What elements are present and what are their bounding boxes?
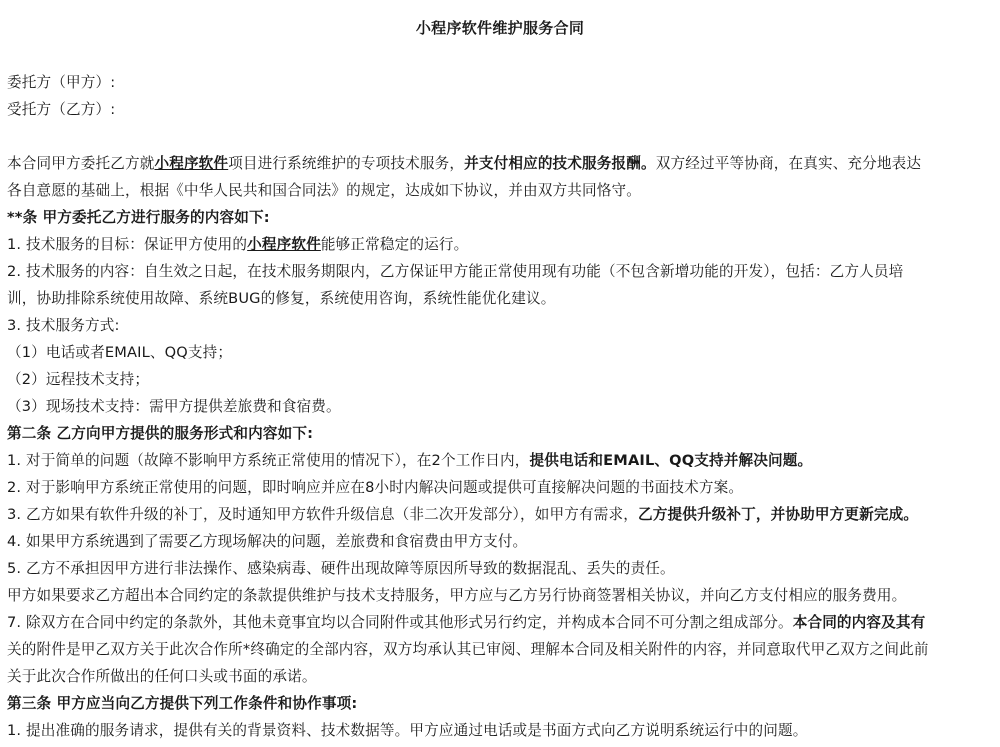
article-2-item-4: 4. 如果甲方系统遇到了需要乙方现场解决的问题，差旅费和食宿费由甲方支付。 bbox=[7, 533, 528, 550]
item-text: 1. 对于简单的问题（故障不影响甲方系统正常使用的情况下），在2个工作日内， bbox=[7, 452, 530, 469]
article-2-item-2: 2. 对于影响甲方系统正常使用的问题，即时响应并应在8小时内解决问题或提供可直接解决问题的书面技术方案。 bbox=[7, 479, 744, 496]
article-1-item-3: 3. 技术服务方式: bbox=[7, 317, 120, 334]
item-emphasis: 提供电话和EMAIL、QQ支持并解决问题。 bbox=[529, 452, 813, 469]
article-1-item-2-line-2: 训，协助排除系统使用故障、系统BUG的修复，系统使用咨询，系统性能优化建议。 bbox=[7, 290, 556, 307]
article-1-subitem-1: （1）电话或者EMAIL、QQ支持； bbox=[7, 344, 233, 361]
item-emphasis: 乙方提供升级补丁，并协助甲方更新完成。 bbox=[637, 506, 919, 523]
item-text: 能够正常稳定的运行。 bbox=[320, 236, 469, 253]
article-2-item-3 bbox=[7, 501, 918, 528]
article-1-subitem-2: （2）远程技术支持； bbox=[7, 371, 150, 388]
article-2-item-7-line-1 bbox=[7, 609, 925, 636]
software-name: 小程序软件 bbox=[154, 155, 229, 172]
intro-line-2: 各自意愿的基础上，根据《中华人民共和国合同法》的规定，达成如下协议，并由双方共同恪守。 bbox=[7, 182, 641, 199]
article-2-item-7-line-2: 关的附件是甲乙双方关于此次合作所*终确定的全部内容，双方均承认其已审阅、理解本合同及相关附件的内容，并同意取代甲乙双方之间此前 bbox=[7, 641, 929, 658]
item-text: 7. 除双方在合同中约定的条款外，其他未竟事宜均以合同附件或其他形式另行约定，并构成本合同不可分割之组成部分。 bbox=[7, 614, 793, 631]
article-1-item-1 bbox=[7, 231, 468, 258]
article-2-heading: 第二条 乙方向甲方提供的服务形式和内容如下: bbox=[7, 425, 314, 442]
article-3-item-1: 1. 提出准确的服务请求，提供有关的背景资料、技术数据等。甲方应通过电话或是书面方式向乙方说明系统运行中的问题。 bbox=[7, 722, 808, 739]
party-a-label: 委托方（甲方）: bbox=[7, 74, 116, 91]
intro-line-1 bbox=[7, 150, 921, 177]
document-title: 小程序软件维护服务合同 bbox=[415, 19, 585, 37]
party-b-label: 受托方（乙方）: bbox=[7, 101, 116, 118]
item-emphasis: 本合同的内容及其有 bbox=[792, 614, 926, 631]
article-3-heading: 第三条 甲方应当向乙方提供下列工作条件和协作事项: bbox=[7, 695, 358, 712]
article-1-subitem-3: （3）现场技术支持：需甲方提供差旅费和食宿费。 bbox=[7, 398, 341, 415]
article-2-item-1 bbox=[7, 447, 812, 474]
article-1-item-2-line-1: 2. 技术服务的内容：自生效之日起，在技术服务期限内，乙方保证甲方能正常使用现有功能（不包含新增功能的开发），包括：乙方人员培 bbox=[7, 263, 904, 280]
article-2-paragraph-6: 甲方如果要求乙方超出本合同约定的条款提供维护与技术支持服务，甲方应与乙方另行协商签署相关协议，并向乙方支付相应的服务费用。 bbox=[7, 587, 907, 604]
item-text: 3. 乙方如果有软件升级的补丁，及时通知甲方软件升级信息（非二次开发部分），如甲方有需求， bbox=[7, 506, 638, 523]
article-2-item-7-line-3: 关于此次合作所做出的任何口头或书面的承诺。 bbox=[7, 668, 317, 685]
intro-text: 项目进行系统维护的专项技术服务， bbox=[228, 155, 465, 172]
intro-text: 本合同甲方委托乙方就 bbox=[7, 155, 155, 172]
software-name: 小程序软件 bbox=[247, 236, 321, 253]
intro-text: 双方经过平等协商，在真实、充分地表达 bbox=[655, 155, 922, 172]
item-text: 1. 技术服务的目标：保证甲方使用的 bbox=[7, 236, 248, 253]
article-1-heading: **条 甲方委托乙方进行服务的内容如下: bbox=[7, 209, 270, 226]
article-2-item-5: 5. 乙方不承担因甲方进行非法操作、感染病毒、硬件出现故障等原因所导致的数据混乱、丢失的责任。 bbox=[7, 560, 675, 577]
intro-emphasis: 并支付相应的技术服务报酬。 bbox=[464, 155, 656, 172]
